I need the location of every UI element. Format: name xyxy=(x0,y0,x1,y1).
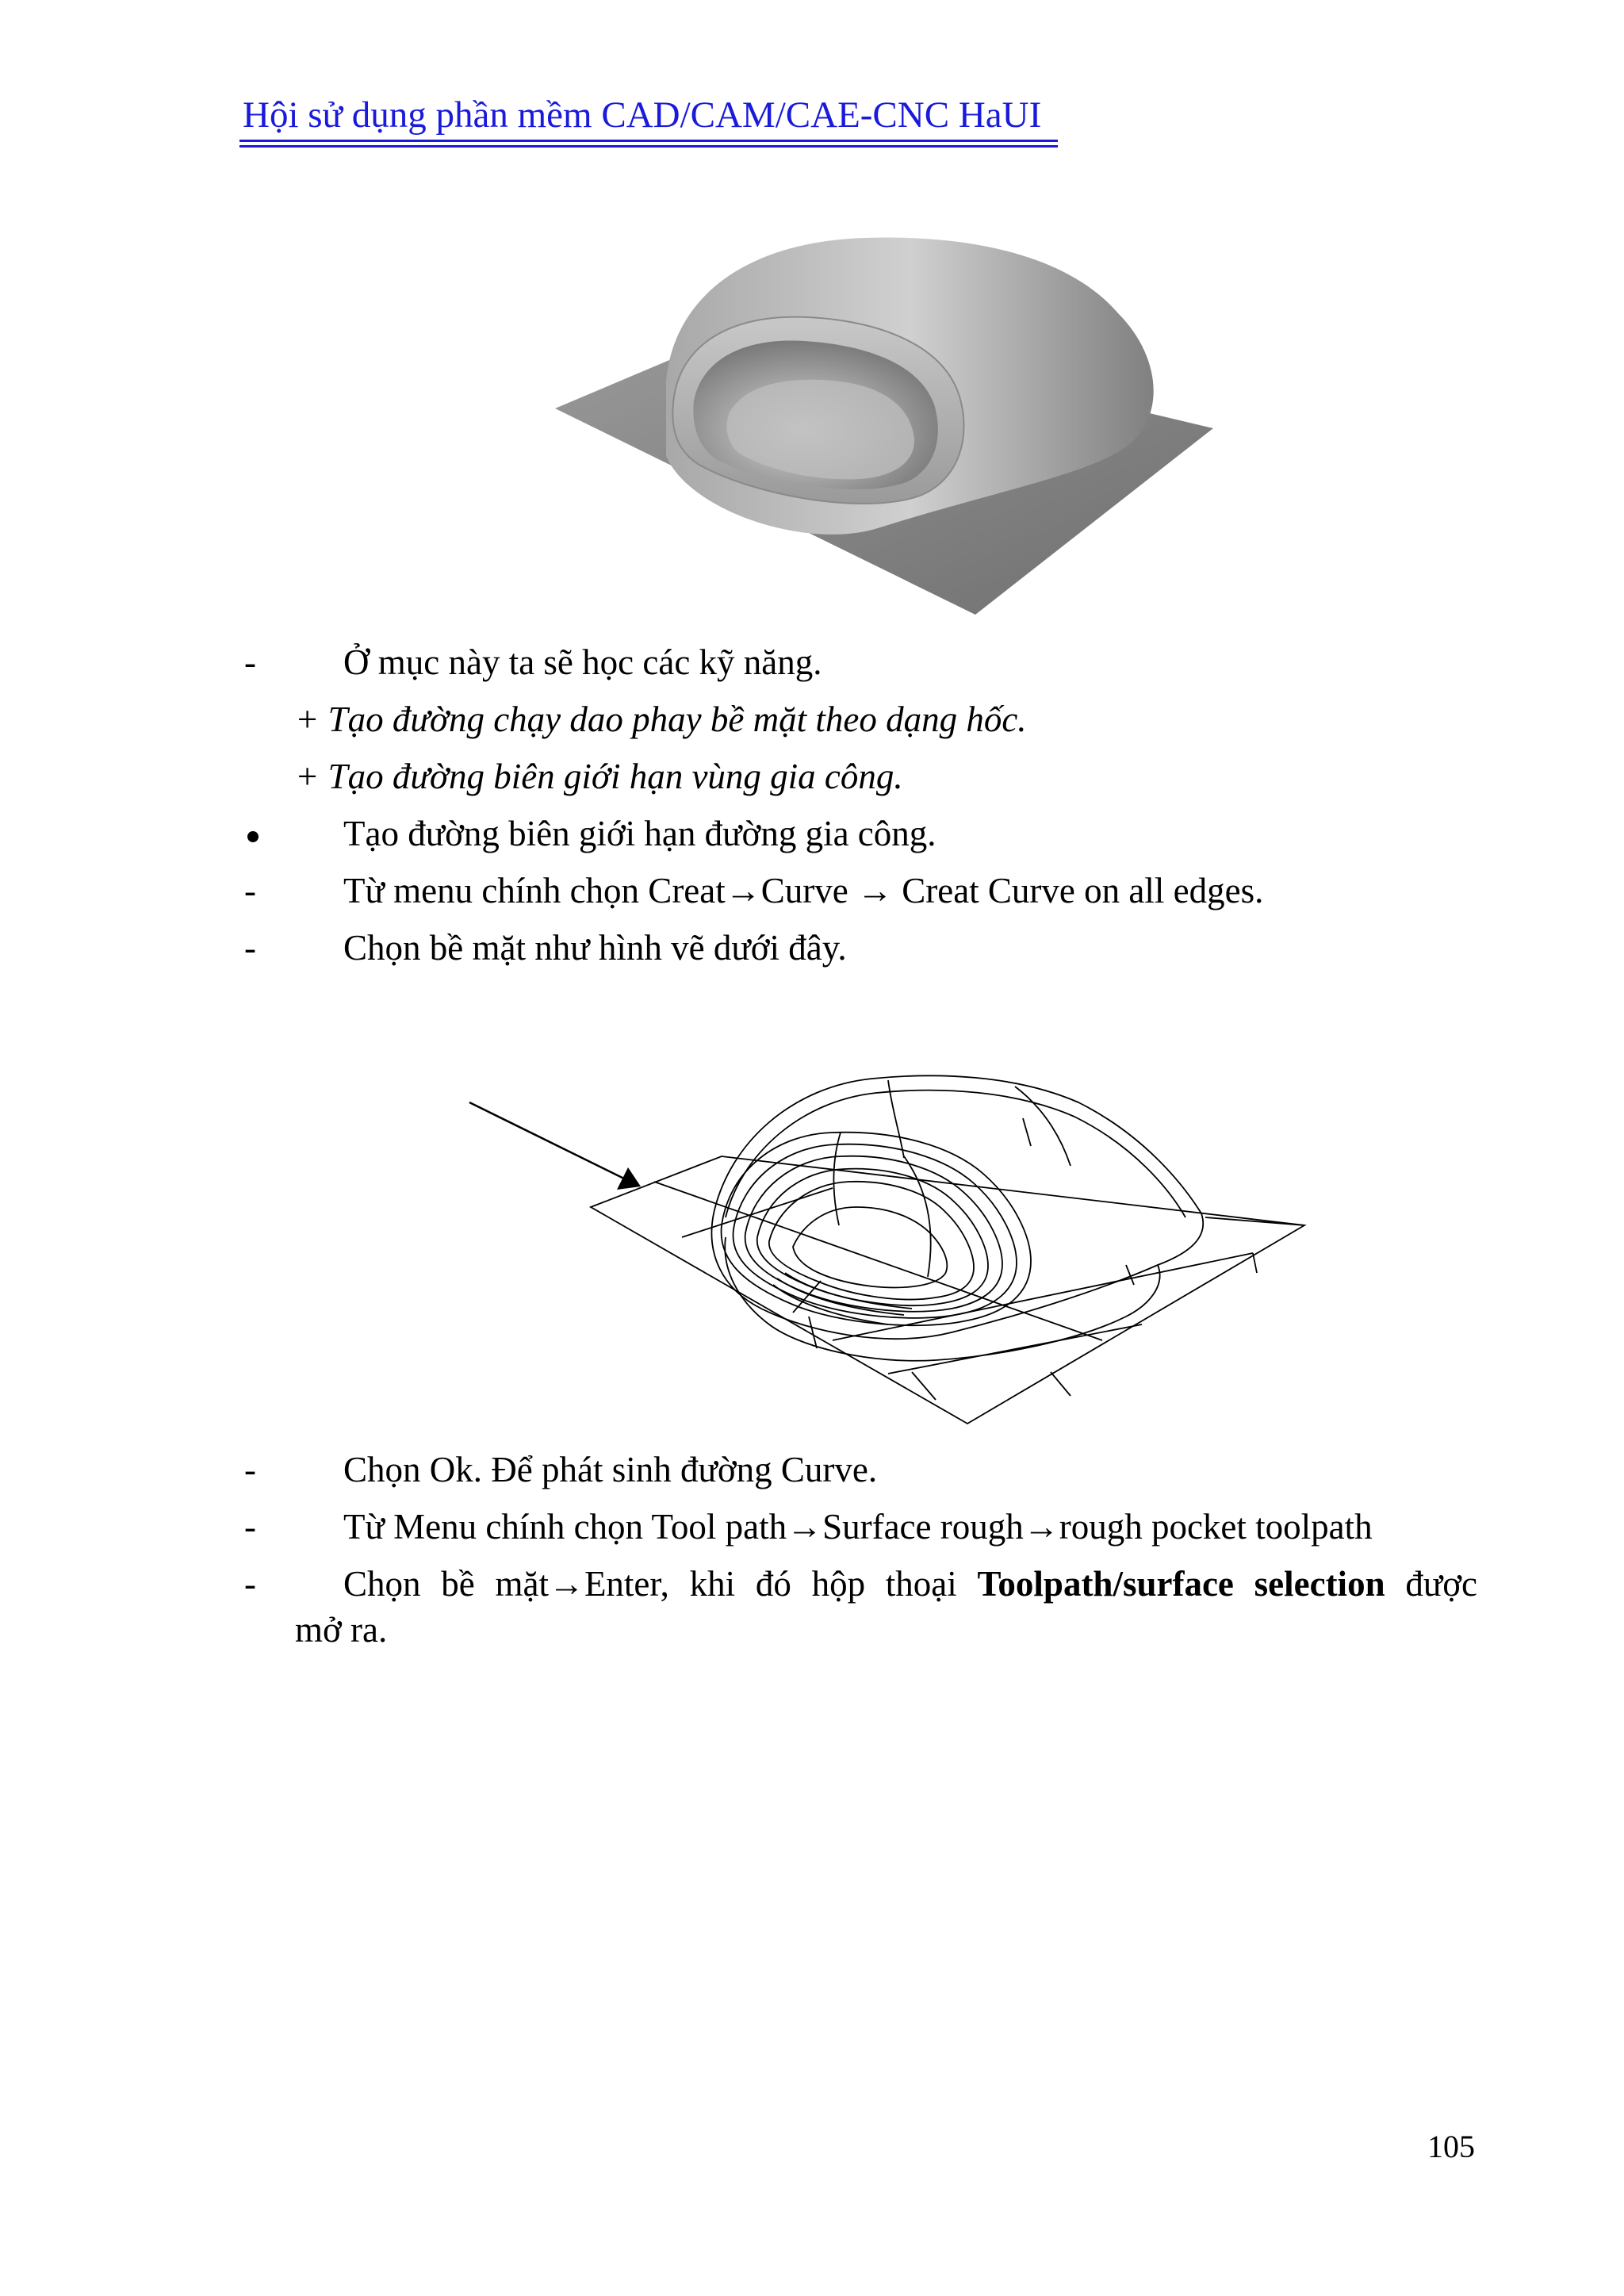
item-9-text-after: được xyxy=(1405,1564,1478,1604)
item-5-text: Từ menu chính chọn Creat→Curve → Creat Curve on all edges. xyxy=(343,871,1264,910)
header-rule-top xyxy=(239,140,1058,142)
item-7-marker: - xyxy=(244,1450,256,1489)
header-rule-bottom xyxy=(239,145,1058,148)
item-4-text: Tạo đường biên giới hạn đường gia công. xyxy=(343,814,936,853)
item-1-marker: - xyxy=(244,642,256,682)
item-6-marker: - xyxy=(244,928,256,968)
item-9-marker: - xyxy=(244,1564,256,1604)
wireframe-model-figure xyxy=(460,999,1316,1435)
wireframe-3d-pocket-model-icon xyxy=(591,1075,1304,1424)
item-8-text: Từ Menu chính chọn Tool path→Surface rough→rough pocket toolpath xyxy=(343,1507,1373,1547)
item-6-text: Chọn bề mặt như hình vẽ dưới đây. xyxy=(343,928,847,968)
item-9-text-before: Chọn bề mặt→Enter, khi đó hộp thoại xyxy=(343,1564,957,1604)
item-4-bullet xyxy=(247,831,259,842)
item-7-text: Chọn Ok. Để phát sinh đường Curve. xyxy=(343,1450,878,1489)
item-9-continuation: mở ra. xyxy=(295,1610,388,1650)
item-1-text: Ở mục này ta sẽ học các kỹ năng. xyxy=(343,642,822,682)
shaded-model-figure xyxy=(547,226,1221,623)
item-9-text-bold: Toolpath/surface selection xyxy=(977,1564,1385,1604)
running-header: Hội sử dụng phần mềm CAD/CAM/CAE-CNC HaUI xyxy=(243,94,1042,136)
item-8-marker: - xyxy=(244,1507,256,1547)
item-2-text: + Tạo đường chạy dao phay bề mặt theo dạng hốc. xyxy=(295,700,1027,739)
selection-arrow-icon xyxy=(469,1102,641,1190)
item-3-text: + Tạo đường biên giới hạn vùng gia công. xyxy=(295,757,903,796)
page-number: 105 xyxy=(1427,2129,1475,2164)
item-9-text xyxy=(343,1562,1477,1605)
item-5-marker: - xyxy=(244,871,256,910)
shaded-3d-pocket-model-icon xyxy=(555,237,1213,615)
